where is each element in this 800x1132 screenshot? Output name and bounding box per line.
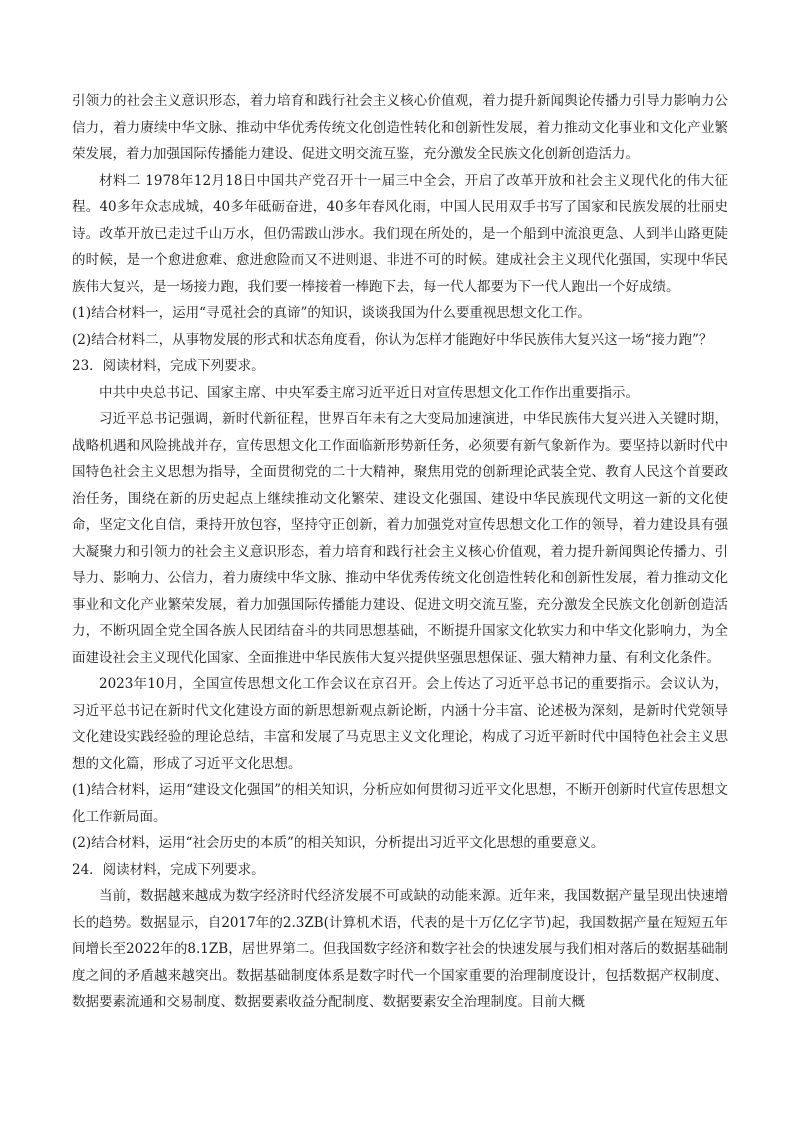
- paragraph-continuation: 引领力的社会主义意识形态，着力培育和践行社会主义核心价值观，着力提升新闻舆论传播力引导力影响力公信力，着力赓续中华文脉、推动中华优秀传统文化创造性转化和创新性发展，着力推动文化事业和文化产业繁荣发展，着力加强国际传播能力建设、促进文明交流互鉴，充分激发全民族文化创新创造活力。: [72, 93, 728, 162]
- paragraph-23-intro: 中共中央总书记、国家主席、中央军委主席习近平近日对宣传思想文化工作作出重要指示。: [99, 384, 639, 401]
- paragraph-23-meeting: 2023年10月，全国宣传思想文化工作会议在京召开。会上传达了习近平总书记的重要指示。会议认为，习近平总书记在新时代文化建设方面的新思想新观点新论断，内涵十分丰富、论述极为深刻，是新时代党领导文化建设实践经验的理论总结，丰富和发展了马克思主义文化理论，构成了习近平新时代中国特色社会主义思想的文化篇，形成了习近平文化思想。: [72, 676, 728, 772]
- question-23-heading: 23．阅读材料，完成下列要求。: [72, 358, 265, 374]
- paragraph-23-speech: 习近平总书记强调，新时代新征程，世界百年未有之大变局加速演进，中华民族伟大复兴进入关键时期，战略机遇和风险挑战并存，宣传思想文化工作面临新形势新任务，必须要有新气象新作为。要坚持以新时代中国特色社会主义思想为指导，全面贯彻党的二十大精神，聚焦用党的创新理论武装全党、教育人民这个首要政治任务，围绕在新的历史起点上继续推动文化繁荣、建设文化强国、建设中华民族现代文明这一新的文化使命，坚定文化自信，秉持开放包容，坚持守正创新，着力加强党对宣传思想文化工作的领导，着力建设具有强大凝聚力和引领力的社会主义意识形态，着力培育和践行社会主义核心价值观，着力提升新闻舆论传播力、引导力、影响力、公信力，着力赓续中华文脉、推动中华优秀传统文化创造性转化和创新性发展，着力推动文化事业和文化产业繁荣发展，着力加强国际传播能力建设、促进文明交流互鉴，充分激发全民族文化创新创造活力，不断巩固全党全国各族人民团结奋斗的共同思想基础，不断提升国家文化软实力和中华文化影响力，为全面建设社会主义现代化国家、全面推进中华民族伟大复兴提供坚强思想保证、强大精神力量、有利文化条件。: [72, 411, 728, 666]
- question-22-2: (2)结合材料二，从事物发展的形式和状态角度看，你认为怎样才能跑好中华民族伟大复兴这一场“接力跑”？: [72, 331, 713, 348]
- question-23-1: (1)结合材料，运用“建设文化强国”的相关知识，分析应如何贯彻习近平文化思想，不断开创新时代宣传思想文化工作新局面。: [72, 782, 728, 825]
- paragraph-24-material: 当前，数据越来越成为数字经济时代经济发展不可或缺的动能来源。近年来，我国数据产量呈现出快速增长的趋势。数据显示，自2017年的2.3ZB(计算机术语，代表的是十万亿亿字节)起，我国数据产量在短短五年间增长至2022年的8.1ZB，居世界第二。但我国数字经济和数字社会的快速发展与我们相对落后的数据基础制度之间的矛盾越来越突出。数据基础制度体系是数字时代一个国家重要的治理制度设计，包括数据产权制度、数据要素流通和交易制度、数据要素收益分配制度、数据要素安全治理制度。目前大概: [72, 888, 728, 1010]
- question-22-1: (1)结合材料一，运用“寻觅社会的真谛”的知识，谈谈我国为什么要重视思想文化工作。: [72, 305, 591, 321]
- document-page: [72, 88, 728, 1016]
- paragraph-material-two: 材料二 1978年12月18日中国共产党召开十一届三中全会，开启了改革开放和社会主义现代化的伟大征程。40多年众志成城，40多年砥砺奋进，40多年春风化雨，中国人民用双手书写了国家和民族发展的壮丽史诗。改革开放已走过千山万水，但仍需跋山涉水。我们现在所处的，是一个船到中流浪更急、人到半山路更陡的时候，是一个愈进愈难、愈进愈险而又不进则退、非进不可的时候。建成社会主义现代化强国，实现中华民族伟大复兴，是一场接力跑，我们要一棒接着一棒跑下去，每一代人都要为下一代人跑出一个好成绩。: [72, 172, 728, 295]
- question-24-heading: 24．阅读材料，完成下列要求。: [72, 861, 265, 878]
- question-23-2: (2)结合材料，运用“社会历史的本质”的相关知识，分析提出习近平文化思想的重要意义。: [72, 835, 605, 851]
